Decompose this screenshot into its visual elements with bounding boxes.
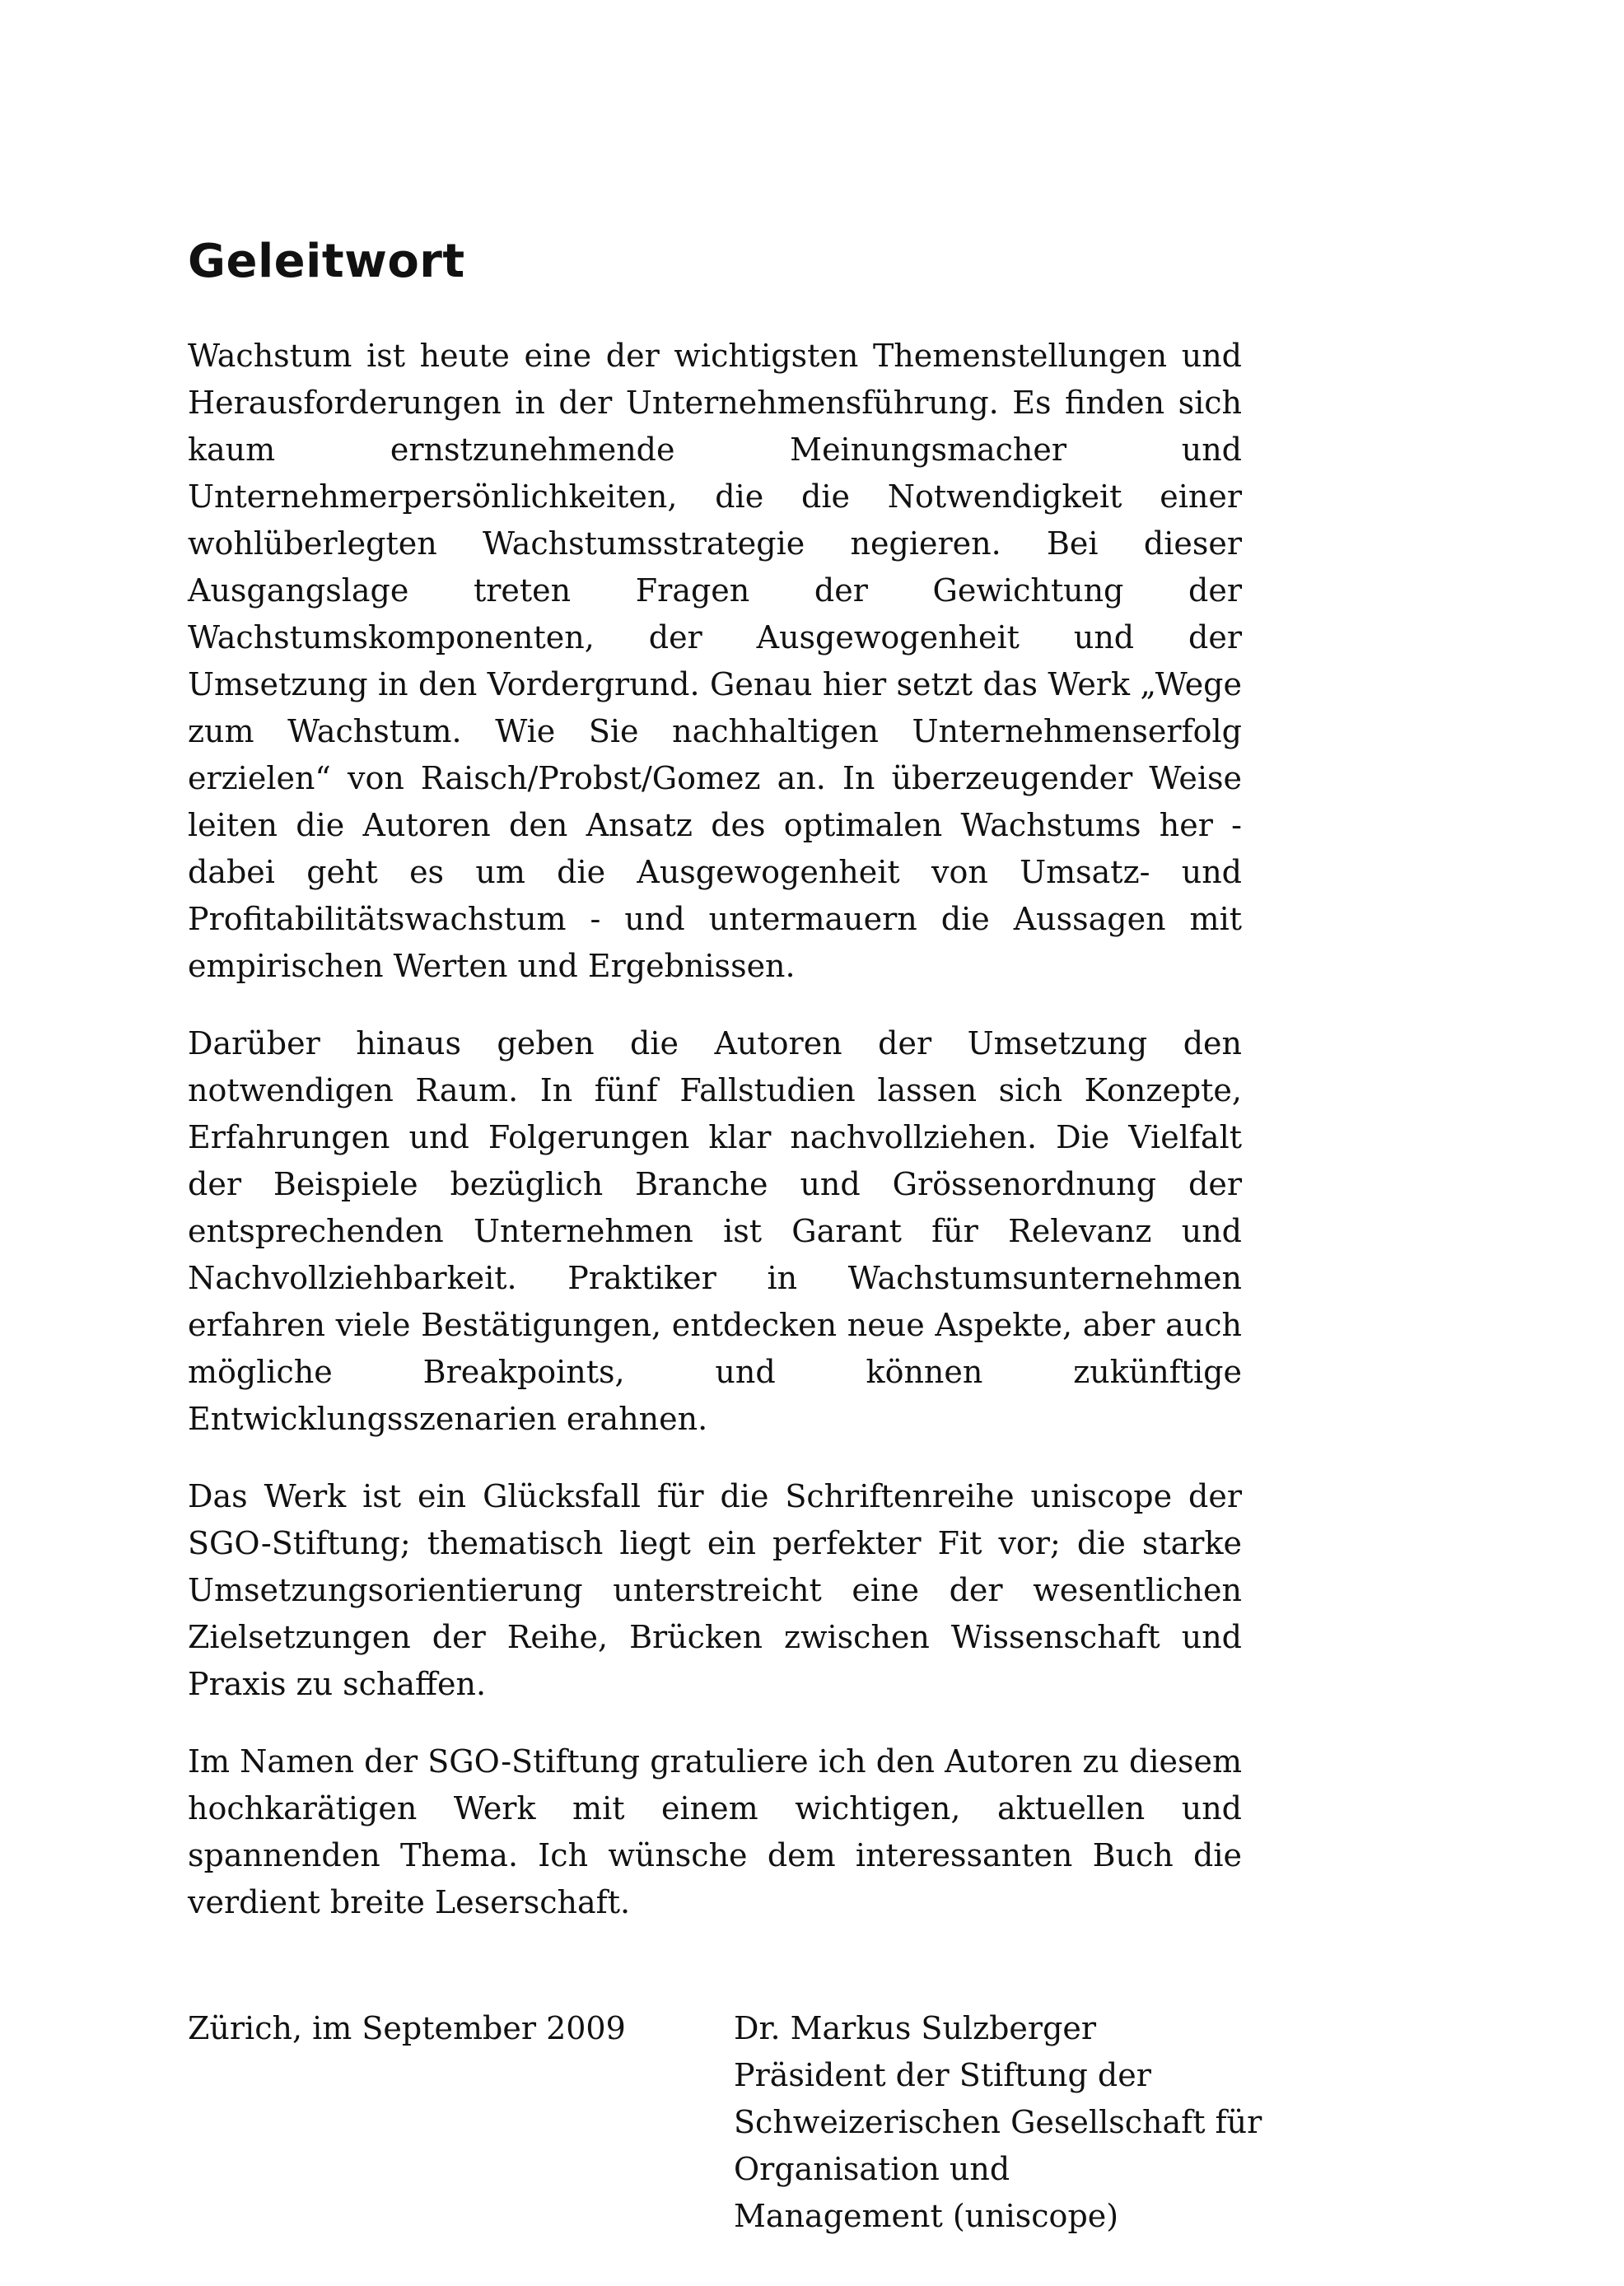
paragraph-4: Im Namen der SGO-Stiftung gratuliere ich den Autoren zu diesem hochkarätigen Werk mit einem wichtigen, aktuellen und spannenden Thema. Ich wünsche dem interessanten Buch die verdient breite Leserschaft. xyxy=(188,1743,1242,1920)
place-date: Zürich, im September 2009 xyxy=(188,2010,626,2046)
signature-role-line-2: Schweizerischen Gesellschaft für xyxy=(734,2104,1262,2140)
signature-block xyxy=(734,2005,1262,2240)
signature-role-line-3: Organisation und xyxy=(734,2151,1010,2187)
signature-role-line-1: Präsident der Stiftung der xyxy=(734,2057,1151,2093)
page-title: Geleitwort xyxy=(188,235,465,288)
signature-name: Dr. Markus Sulzberger xyxy=(734,2010,1097,2046)
paragraph-3: Das Werk ist ein Glücksfall für die Schriftenreihe uniscope der SGO-Stiftung; thematisch liegt ein perfekter Fit vor; die starke Umsetzungsorientierung unterstreicht eine der wesentlichen Zielsetzungen der Reihe, Brücken zwischen Wissenschaft und Praxis zu schaffen. xyxy=(188,1478,1242,1702)
signature-role-line-4: Management (uniscope) xyxy=(734,2198,1119,2234)
paragraph-1: Wachstum ist heute eine der wichtigsten Themenstellungen und Herausforderungen in der Unternehmensführung. Es finden sich kaum ernstzunehmende Meinungsmacher und Unternehmerpersönlichkeiten, die die Notwendigkeit einer wohlüberlegten Wachstumsstrategie negieren. Bei dieser Ausgangslage treten Fragen der Gewichtung der Wachstumskomponenten, der Ausgewogenheit und der Umsetzung in den Vordergrund. Genau hier setzt das Werk „Wege zum Wachstum. Wie Sie nachhaltigen Unternehmenserfolg erzielen“ von Raisch/Probst/Gomez an. In überzeugender Weise leiten die Autoren den Ansatz des optimalen Wachstums her - dabei geht es um die Ausgewogenheit von Umsatz- und Profitabilitätswachstum - und untermauern die Aussagen mit empirischen Werten und Ergebnissen. xyxy=(188,338,1242,984)
page xyxy=(188,235,1262,2234)
paragraph-2: Darüber hinaus geben die Autoren der Umsetzung den notwendigen Raum. In fünf Fallstudien lassen sich Konzepte, Erfahrungen und Folgerungen klar nachvollziehen. Die Vielfalt der Beispiele bezüglich Branche und Grössenordnung der entsprechenden Unternehmen ist Garant für Relevanz und Nachvollziehbarkeit. Praktiker in Wachstumsunternehmen erfahren viele Bestätigungen, entdecken neue Aspekte, aber auch mögliche Breakpoints, und können zukünftige Entwicklungsszenarien erahnen. xyxy=(188,1025,1242,1437)
